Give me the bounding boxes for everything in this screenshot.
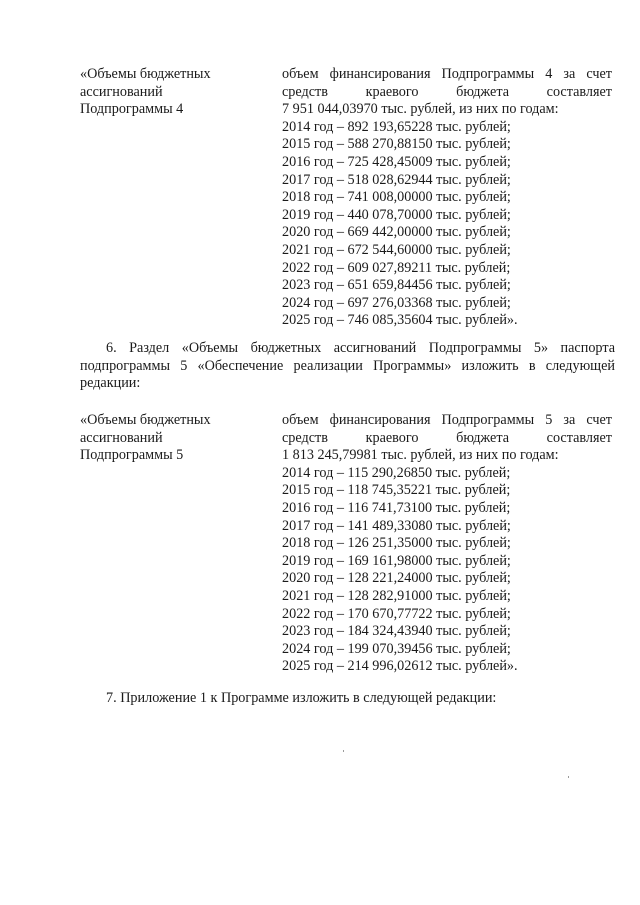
funding-year-line: 2020 год – 128 221,24000 тыс. рублей; xyxy=(282,570,511,587)
heading-line: ассигнований xyxy=(80,83,163,100)
funding-year-line: 2019 год – 440 078,70000 тыс. рублей; xyxy=(282,206,511,223)
item-7-paragraph: 7. Приложение 1 к Программе изложить в следующей редакции: xyxy=(106,690,497,706)
funding-total-line: 1 813 245,79981 тыс. рублей, из них по годам: xyxy=(282,447,559,464)
paragraph-line: 6. Раздел «Объемы бюджетных ассигнований Подпрограммы 5» паспорта xyxy=(106,340,615,356)
funding-year-line: 2017 год – 141 489,33080 тыс. рублей; xyxy=(282,517,511,534)
subprogram-5-funding-text xyxy=(282,412,612,676)
funding-year-line: 2025 год – 214 996,02612 тыс. рублей». xyxy=(282,658,518,675)
funding-year-line: 2021 год – 128 282,91000 тыс. рублей; xyxy=(282,587,511,604)
funding-year-line: 2015 год – 588 270,88150 тыс. рублей; xyxy=(282,136,511,153)
funding-year-line: 2023 год – 184 324,43940 тыс. рублей; xyxy=(282,623,511,640)
funding-year-line: 2016 год – 725 428,45009 тыс. рублей; xyxy=(282,153,511,170)
funding-year-line: 2018 год – 741 008,00000 тыс. рублей; xyxy=(282,189,511,206)
heading-line: «Объемы бюджетных xyxy=(80,412,211,428)
paragraph-line: редакции: xyxy=(80,375,141,392)
heading-line: «Объемы бюджетных xyxy=(80,66,211,82)
funding-year-line: 2024 год – 697 276,03368 тыс. рублей; xyxy=(282,294,511,311)
funding-line: средств краевого бюджета составляет xyxy=(282,83,612,100)
paragraph-line: подпрограммы 5 «Обеспечение реализации Программы» изложить в следующей xyxy=(80,357,615,374)
funding-line: объем финансирования Подпрограммы 4 за счет xyxy=(282,66,612,82)
funding-total-line: 7 951 044,03970 тыс. рублей, из них по годам: xyxy=(282,101,559,118)
funding-line: средств краевого бюджета составляет xyxy=(282,429,612,446)
heading-line: ассигнований xyxy=(80,429,163,446)
funding-year-line: 2024 год – 199 070,39456 тыс. рублей; xyxy=(282,640,511,657)
subprogram-4-heading xyxy=(80,66,265,119)
subprogram-5-heading xyxy=(80,412,265,465)
funding-year-line: 2019 год – 169 161,98000 тыс. рублей; xyxy=(282,552,511,569)
subprogram-4-funding-text xyxy=(282,66,612,330)
heading-line: Подпрограммы 4 xyxy=(80,101,184,118)
funding-year-line: 2014 год – 892 193,65228 тыс. рублей; xyxy=(282,118,511,135)
heading-line: Подпрограммы 5 xyxy=(80,447,184,464)
funding-year-line: 2023 год – 651 659,84456 тыс. рублей; xyxy=(282,277,511,294)
scan-speck xyxy=(343,750,344,752)
scan-speck xyxy=(568,776,569,778)
funding-year-line: 2025 год – 746 085,35604 тыс. рублей». xyxy=(282,312,518,329)
funding-year-line: 2022 год – 609 027,89211 тыс. рублей; xyxy=(282,259,511,276)
funding-year-line: 2021 год – 672 544,60000 тыс. рублей; xyxy=(282,241,511,258)
funding-year-line: 2022 год – 170 670,77722 тыс. рублей; xyxy=(282,605,511,622)
funding-year-line: 2018 год – 126 251,35000 тыс. рублей; xyxy=(282,535,511,552)
funding-year-line: 2015 год – 118 745,35221 тыс. рублей; xyxy=(282,482,511,499)
funding-year-line: 2014 год – 115 290,26850 тыс. рублей; xyxy=(282,464,511,481)
funding-year-line: 2020 год – 669 442,00000 тыс. рублей; xyxy=(282,224,511,241)
funding-year-line: 2016 год – 116 741,73100 тыс. рублей; xyxy=(282,499,511,516)
item-6-paragraph xyxy=(80,340,615,393)
funding-line: объем финансирования Подпрограммы 5 за счет xyxy=(282,412,612,428)
funding-year-line: 2017 год – 518 028,62944 тыс. рублей; xyxy=(282,171,511,188)
